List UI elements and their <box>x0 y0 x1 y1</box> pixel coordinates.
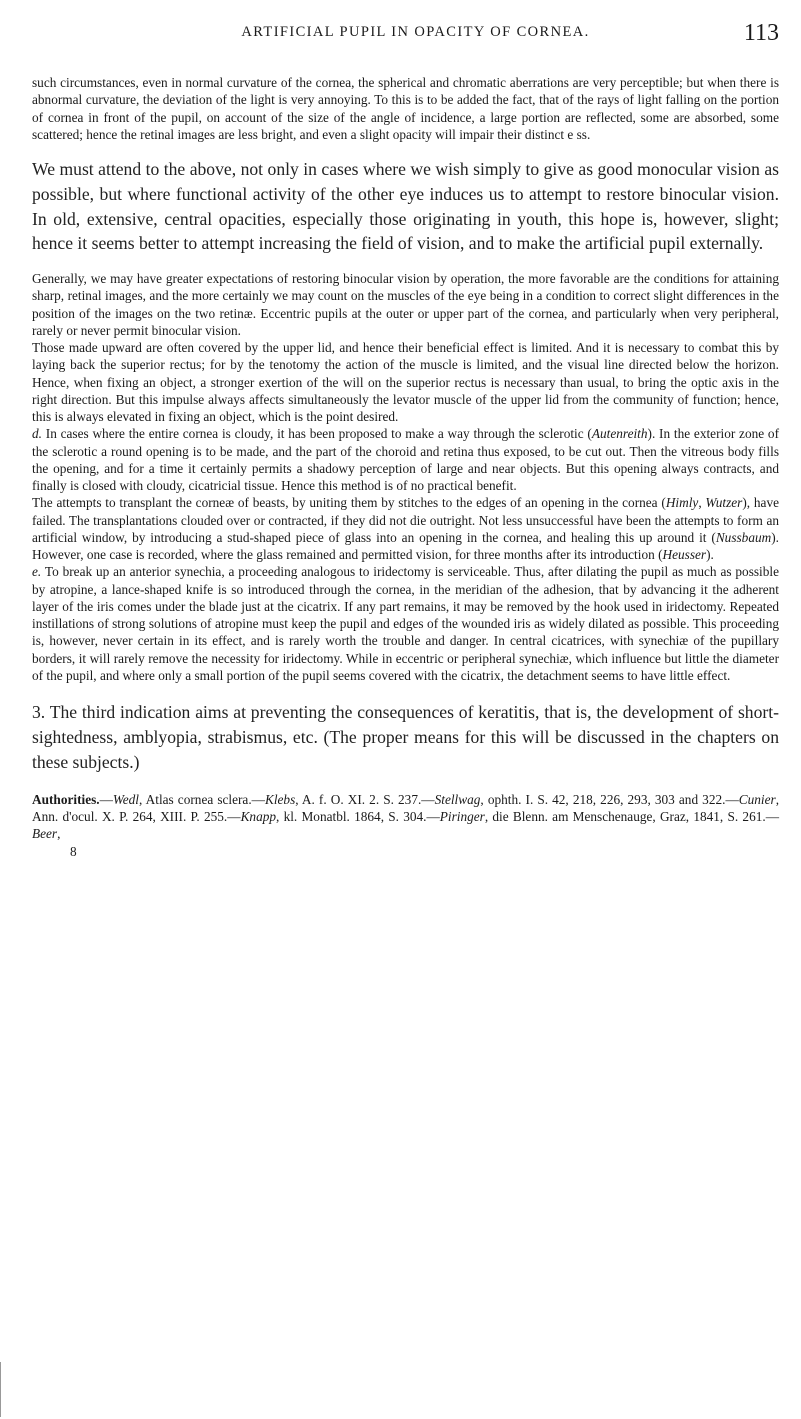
author-stellwag: Stellwag <box>434 791 481 807</box>
paragraph-e-synechia <box>32 563 779 684</box>
d-text-1: In cases where the entire cornea is cloudy, it has been proposed to make a way through the sclerotic ( <box>41 426 592 442</box>
name-wutzer: Wutzer <box>705 495 743 511</box>
auth-text-7: , <box>57 826 61 842</box>
e-text: To break up an anterior synechia, a proceeding analogous to iridectomy is serviceable. Thus, after dilating the pupil as much as possible by atropine, a lance-shaped knife is so introduced through the cornea, in the meridian of the adhesion, that by advancing it the adherent layer of the iris comes under the blade just at the cicatrix. If any part remains, it may be removed by the hook used in iridectomy. Repeated instillations of strong solutions of atropine must keep the pupil and edges of the wounded iris as widely dilated as possible. This proceeding is, however, never certain in its effect, and is rarely worth the trouble and danger. In central cicatrices, with synechiæ of the pupillary borders, it will rarely remove the necessity for iridectomy. While in eccentric or peripheral synechiæ, which influence but little the diameter of the pupil, and where only a small portion of the pupil seems covered with the cicatrix, the detachment seems to have little effect. <box>32 564 779 683</box>
t-text-4: ). <box>706 547 714 563</box>
auth-text-1: , Atlas cornea sclera.— <box>139 791 265 807</box>
page-number: 113 <box>743 20 779 46</box>
t-text-3: ). However, one case is recorded, where the glass remained and permitted vision, for three months after its introduction ( <box>32 529 779 563</box>
paragraph-continued: such circumstances, even in normal curvature of the cornea, the spherical and chromatic aberrations are very perceptible; but when there is abnormal curvature, the deviation of the light is very annoying. To this is to be added the fact, that of the rays of light falling on the portion of cornea in front of the pupil, on account of the size of the angle of incidence, a large portion are reflected, some are absorbed, some scattered; hence the retinal images are less bright, and even a slight opacity will impair their distinct e ss. <box>32 75 779 142</box>
authorities-label: Authorities. <box>32 791 100 807</box>
auth-dash: — <box>99 791 113 807</box>
paragraph-upward-pupils: Those made upward are often covered by the upper lid, and hence their beneficial effect is limited. And it is necessary to combat this by laying back the superior rectus; for by the tenotomy the action of the muscle is limited, and the visual line directed below the horizon. Hence, when fixing an object, a stronger exertion of the will on the superior rectus is necessary than usual, to bring the optic axis in the right direction. But this impulse always affects simultaneously the levator muscle of the upper lid from the community of function; hence, this is always elevated in fixing an object, which is the point desired. <box>32 340 779 425</box>
auth-text-2: , A. f. O. XI. 2. S. 237.— <box>295 791 435 807</box>
auth-text-5: , kl. Monatbl. 1864, S. 304.— <box>276 808 440 824</box>
author-wedl: Wedl <box>112 791 139 807</box>
label-d: d. <box>32 426 42 442</box>
name-himly: Himly <box>665 495 699 511</box>
d-text-2: ). In the exterior zone of the sclerotic a round opening is to be made, and the part of the choroid and retina thus exposed, to be cut out. Then the vitreous body fills the opening, and for a time it certainly permits a shadowy perception of large and near objects. But this opening always contracts, and finally is closed with cloudy, cicatricial tissue. Hence this method is of no practical benefit. <box>32 426 780 494</box>
name-nussbaum: Nussbaum <box>715 529 772 545</box>
label-e: e. <box>32 564 42 580</box>
author-piringer: Piringer <box>439 808 485 824</box>
paragraph-third-indication: 3. The third indication aims at preventing the consequences of keratitis, that is, the development of short-sightedness, amblyopia, strabismus, etc. (The proper means for this will be discussed in the chapters on these subjects.) <box>32 702 779 772</box>
auth-text-6: , die Blenn. am Menschenauge, Graz, 1841, S. 261.— <box>484 808 780 824</box>
name-autenreith: Autenreith <box>591 426 648 442</box>
auth-text-4: , Ann. d'ocul. X. P. 264, XIII. P. 255.— <box>32 791 780 824</box>
page-edge-line <box>0 1362 1 1417</box>
signature-mark: 8 <box>70 844 77 860</box>
paragraph-transplant <box>32 494 779 563</box>
paragraph-binocular-vision: We must attend to the above, not only in cases where we wish simply to give as good monocular vision as possible, but where functional activity of the other eye induces us to attempt to restore binocular vision. In old, extensive, central opacities, especially those originating in youth, this hope is, however, slight; hence it seems better to attempt increasing the field of vision, and to make the artificial pupil externally. <box>32 159 779 254</box>
t-text-2: ), have failed. The transplantations clouded over or contracted, if they did not die outright. Not less unsuccessful have been the attempts to form an artificial window, by introducing a stud-shaped piece of glass into an opening in the cornea, and healing this up around it ( <box>32 495 779 545</box>
running-header <box>32 20 779 64</box>
document-page <box>32 20 779 860</box>
author-beer: Beer <box>32 826 58 842</box>
author-knapp: Knapp <box>240 808 277 824</box>
t-text-1: The attempts to transplant the corneæ of beasts, by uniting them by stitches to the edges of an opening in the cornea ( <box>32 495 666 511</box>
authorities-paragraph <box>32 791 779 843</box>
paragraph-restoring-binocular: Generally, we may have greater expectations of restoring binocular vision by operation, the more favorable are the conditions for attaining sharp, retinal images, and the more certainly we may count on the muscles of the eye being in a condition to correct slight differences in the position of the images on the two retinæ. Eccentric pupils at the outer or upper part of the cornea, and particularly when very peripheral, rarely or never permit binocular vision. <box>32 271 779 338</box>
auth-text-3: , ophth. I. S. 42, 218, 226, 293, 303 and 322.— <box>480 791 739 807</box>
t-sep-1: , <box>698 495 706 511</box>
author-cunier: Cunier <box>738 791 776 807</box>
paragraph-d-sclerotic <box>32 425 779 494</box>
name-heusser: Heusser <box>662 547 707 563</box>
author-klebs: Klebs <box>264 791 296 807</box>
running-title: ARTIFICIAL PUPIL IN OPACITY OF CORNEA. <box>241 24 590 40</box>
